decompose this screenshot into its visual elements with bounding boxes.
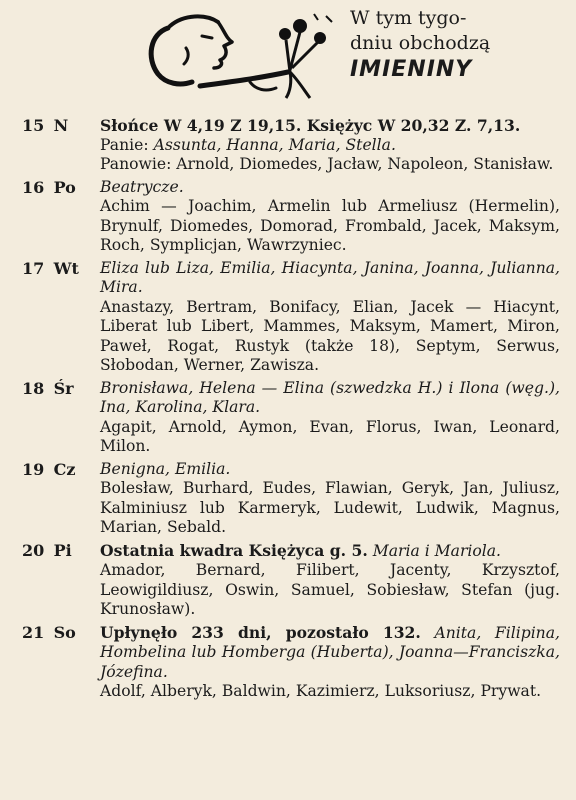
day-body: [100, 259, 560, 376]
day-label: 20 Pi: [22, 540, 72, 560]
day-body: [100, 379, 560, 457]
women-names: Eliza lub Liza, Emilia, Hiacynta, Janina, Joanna, Julianna, Mira.: [100, 258, 560, 296]
day-label: 16 Po: [22, 177, 76, 197]
day-entry-20: [0, 541, 576, 620]
women-names: Ostatnia kwadra Księżyca g. 5. Maria i Mariola.: [100, 540, 502, 560]
women-names: Bronisława, Helena — Elina (szwedzka H.) i Ilona (węg.), Ina, Karolina, Klara.: [100, 378, 560, 416]
men-names: Adolf, Alberyk, Baldwin, Kazimierz, Luksoriusz, Prywat.: [100, 682, 542, 700]
day-entry-19: [0, 460, 576, 538]
day-label: 21 So: [22, 622, 76, 642]
day-body: [100, 116, 560, 175]
day-entry-18: [0, 379, 576, 457]
men-names: Amador, Bernard, Filibert, Jacenty, Krzysztof, Leowigildiusz, Oswin, Samuel, Sobiesław, Stefan (jug. Krunosław).: [100, 561, 560, 618]
men-names: Achim — Joachim, Armelin lub Armeliusz (Hermelin), Brynulf, Diomedes, Domorad, Frombald, Jacek, Maksym, Roch, Symplicjan, Wawrzyniec.: [100, 197, 560, 254]
men-names: Agapit, Arnold, Aymon, Evan, Florus, Iwan, Leonard, Milon.: [100, 417, 560, 455]
day-entry-17: [0, 259, 576, 376]
day-entry-16: [0, 178, 576, 256]
header: [0, 0, 576, 108]
days-count-note: Upłynęło 233 dni, pozostało 132.: [100, 622, 421, 642]
day-body: [100, 541, 560, 620]
day-entry-15: [0, 116, 576, 175]
title-imieniny: IMIENINY: [350, 57, 473, 82]
day-label: 19 Cz: [22, 459, 76, 479]
men-names: Panowie: Arnold, Diomedes, Jacław, Napoleon, Stanisław.: [100, 155, 554, 173]
day-label: 18 Śr: [22, 378, 74, 398]
name-day-list: [0, 116, 576, 705]
moon-phase-note: Ostatnia kwadra Księżyca g. 5.: [100, 540, 368, 560]
women-names: Beatrycze.: [100, 177, 184, 196]
men-names: Anastazy, Bertram, Bonifacy, Elian, Jacek — Hiacynt, Liberat lub Libert, Mammes, Maksym, Mamert, Miron, Paweł, Rogat, Rustyk (także 18), Septym, Serwus, Słobodan, Werner, Zawisza.: [100, 297, 560, 374]
women-names: Panie: Assunta, Hanna, Maria, Stella.: [100, 135, 396, 154]
day-body: [100, 460, 560, 538]
profile-with-flowers-icon: [140, 8, 336, 100]
women-names: Benigna, Emilia.: [100, 459, 231, 478]
day-body: [100, 178, 560, 256]
title-line-1: W tym tygo-: [350, 7, 467, 29]
day-body: [100, 623, 560, 702]
women-names: Upłynęło 233 dni, pozostało 132. Anita, Filipina, Hombelina lub Homberga (Huberta), Joanna—Franciszka, Józefina.: [100, 622, 560, 681]
day-entry-21: [0, 623, 576, 702]
title-block: [350, 6, 570, 84]
day-label: 17 Wt: [22, 258, 79, 278]
astronomy-line: Słońce W 4,19 Z 19,15. Księżyc W 20,32 Z. 7,13.: [100, 116, 521, 135]
men-names: Bolesław, Burhard, Eudes, Flawian, Geryk, Jan, Juliusz, Kalminiusz lub Karmeryk, Ludewit, Ludwik, Magnus, Marian, Sebald.: [100, 479, 560, 536]
day-label: 15 N: [22, 116, 69, 135]
title-line-2: dniu obchodzą: [350, 32, 491, 54]
